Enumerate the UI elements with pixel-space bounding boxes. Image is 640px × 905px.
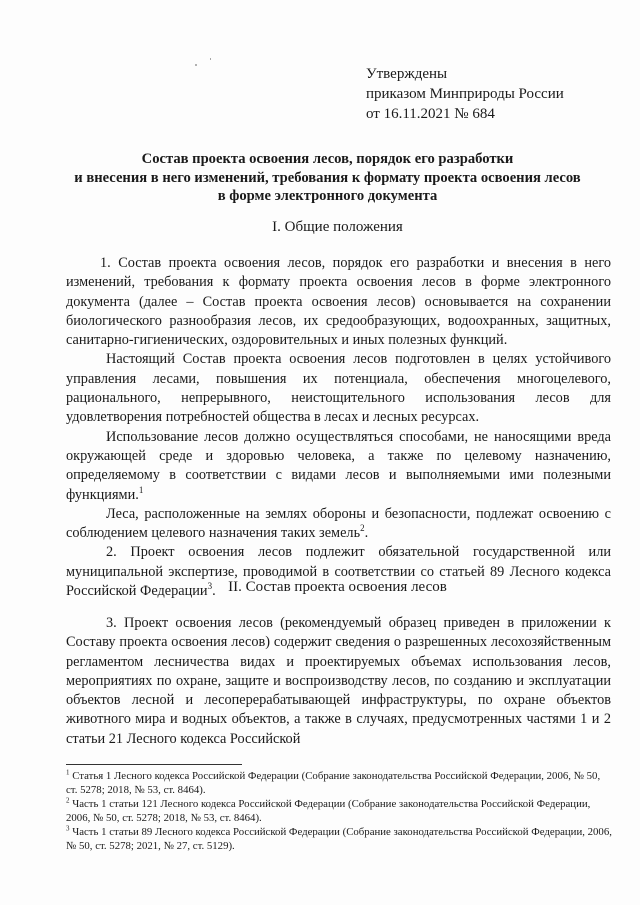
- approval-line: приказом Минприроды России: [366, 86, 564, 102]
- approval-line: от 16.11.2021 № 684: [366, 106, 495, 122]
- paragraph-text: 2. Проект освоения лесов подлежит обязательной государственной или муниципальной экспертизе, проводимой в соответствии со статьей 89 Лесного кодекса Российской Федерации: [66, 544, 611, 600]
- paragraph: 1. Состав проекта освоения лесов, порядок его разработки и внесения в него изменений, требования к формату проекта освоения лесов в форме электронного документа (далее – Состав проекта освоения лесов) основывается на сохранении биологического разнообразия лесов, их средообразующих, водоохранных, защитных, санитарно-гигиенических, оздоровительных и иных полезных функций.: [66, 255, 611, 349]
- section-2-body: [66, 614, 611, 749]
- paragraph-text: Леса, расположенные на землях обороны и безопасности, подлежат освоению с соблюдением целевого назначения таких земель: [66, 505, 611, 542]
- document-title: [60, 150, 595, 206]
- footnote: [66, 769, 614, 797]
- title-line: и внесения в него изменений, требования к формату проекта освоения лесов: [74, 169, 581, 186]
- section-heading: II. Состав проекта освоения лесов: [228, 579, 447, 595]
- paragraph-end: .: [364, 525, 369, 542]
- paragraph: 3. Проект освоения лесов (рекомендуемый образец приведен в приложении к Составу проекта освоения лесов) содержит сведения о разрешенных лесохозяйственным регламентом лесничества видах и проектируемых объемах использования лесов, мероприятиях по охране, защите и воспроизводству лесов, по созданию и эксплуатации объектов лесной и лесоперерабатывающей инфраструктуры, по охране объектов животного мира и водных объектов, а также в случаях, предусмотренных частями 1 и 2 статьи 21 Лесного кодекса Российской: [66, 615, 611, 747]
- paragraph: [66, 428, 611, 505]
- footnote-text: Часть 1 статьи 121 Лесного кодекса Российской Федерации (Собрание законодательства Российской Федерации, 2006, № 50, ст. 5278; 2018, № 53, ст. 8464).: [66, 798, 591, 824]
- footnote-ref: 1: [138, 484, 144, 495]
- paragraph: [66, 505, 611, 544]
- paragraph-text: Использование лесов должно осуществляться способами, не наносящими вреда окружающей среде и здоровью человека, а также по целевому назначению, определяемому в соответствии с видами лесов и выполняемыми ими полезными функциями.: [66, 428, 611, 503]
- title-line: Состав проекта освоения лесов, порядок его разработки: [141, 151, 514, 167]
- footnote-number: 1: [66, 768, 70, 777]
- footnote: [66, 797, 614, 825]
- paragraph-end: .: [212, 583, 216, 600]
- title-line: в форме электронного документа: [217, 188, 438, 204]
- footnote-number: 3: [66, 824, 70, 833]
- paragraph: Настоящий Состав проекта освоения лесов подготовлен в целях устойчивого управления лесами, повышения их потенциала, обеспечения многоцелевого, рационального, непрерывного, неистощительного использования лесов для удовлетворения потребностей общества в лесах и лесных ресурсах.: [66, 351, 611, 426]
- footnote-divider: [66, 764, 242, 765]
- footnote-text: Статья 1 Лесного кодекса Российской Федерации (Собрание законодательства Российской Федерации, 2006, № 50, ст. 5278; 2018, № 53, ст. 8464).: [66, 770, 601, 796]
- approval-block: [366, 64, 564, 124]
- footnote-text: Часть 1 статьи 89 Лесного кодекса Российской Федерации (Собрание законодательства Российской Федерации, 2006, № 50, ст. 5278; 2021, № 27, ст. 5129).: [66, 826, 612, 852]
- section-1-body: [66, 254, 611, 601]
- approval-line: Утверждены: [366, 66, 448, 82]
- scan-speck: [195, 64, 197, 66]
- footnotes: [66, 769, 614, 853]
- footnote-number: 2: [66, 796, 70, 805]
- footnote-ref: 2: [360, 523, 365, 534]
- footnote-ref: 3: [207, 581, 213, 592]
- footnote: [66, 825, 614, 853]
- scan-speck: [210, 58, 211, 60]
- section-heading: I. Общие положения: [272, 219, 403, 235]
